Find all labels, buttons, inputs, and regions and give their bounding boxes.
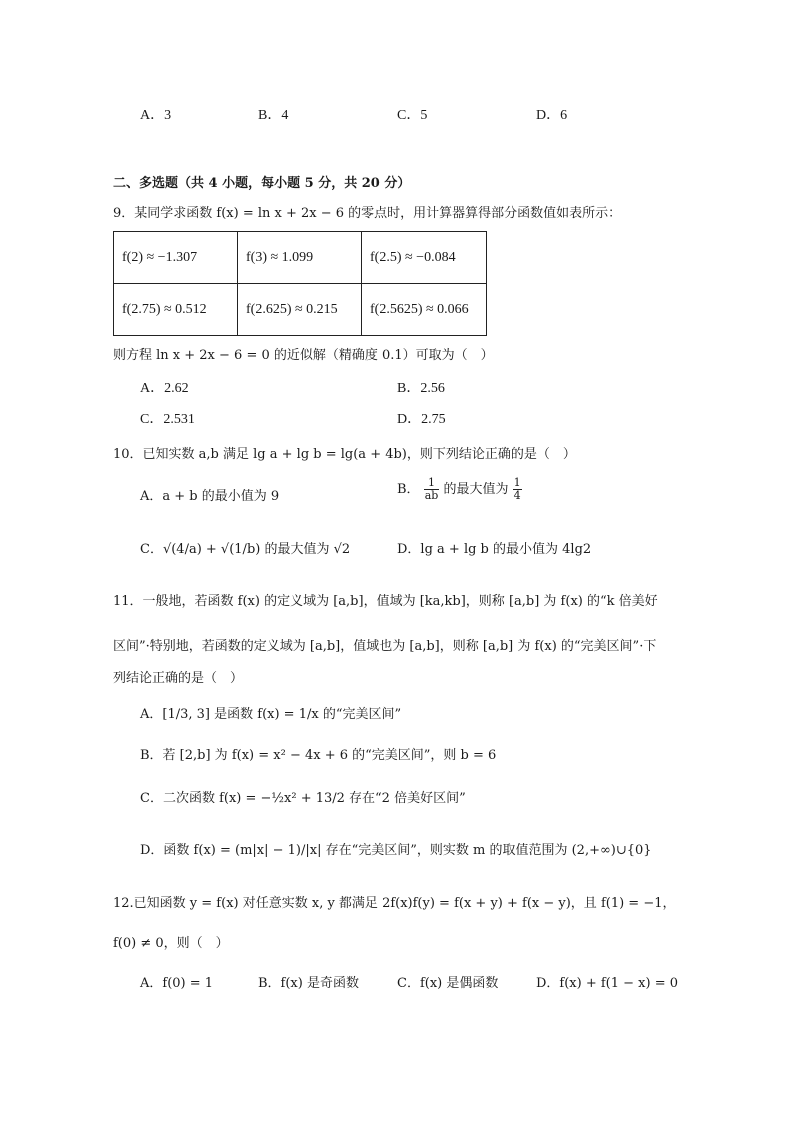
q11-line-2: 区间”·特别地，若函数的定义域为 [a,b]，值域也为 [a,b]，则称 [a,b] 为 f(x) 的“完美区间”·下 xyxy=(113,639,657,654)
option-text: 的最大值为 xyxy=(443,482,509,497)
q12-line-1: 12.已知函数 y = f(x) 对任意实数 x, y 都满足 2f(x)f(y) = f(x + y) + f(x − y)，且 f(1) = −1， xyxy=(113,896,676,911)
section-title: 二、多选题（共 4 小题，每小题 5 分，共 20 分） xyxy=(113,176,411,191)
numerator: 1 xyxy=(424,477,440,490)
q10-option-d: D．lg a + lg b 的最小值为 4lg2 xyxy=(397,542,592,557)
table-row xyxy=(114,232,487,284)
table-row xyxy=(114,284,487,336)
q9-option-a: A．2.62 xyxy=(140,381,189,396)
q11-line-3: 列结论正确的是（ ） xyxy=(113,671,244,686)
q10-option-a: A．a + b 的最小值为 9 xyxy=(140,489,280,504)
q12-option-a: A．f(0) = 1 xyxy=(140,976,214,991)
option-label: B． xyxy=(397,482,420,497)
q10-option-c: C．√(4/a) + √(1/b) 的最大值为 √2 xyxy=(140,542,351,557)
q9-option-b: B．2.56 xyxy=(397,381,445,396)
table-cell: f(2.625) ≈ 0.215 xyxy=(238,284,362,336)
q9-question: 则方程 ln x + 2x − 6 = 0 的近似解（精确度 0.1）可取为（ ） xyxy=(113,348,494,363)
q8-option-a: A．3 xyxy=(140,108,172,123)
q12-option-d: D．f(x) + f(1 − x) = 0 xyxy=(536,976,679,991)
q9-stem: 9．某同学求函数 f(x) = ln x + 2x − 6 的零点时，用计算器算得部分函数值如表所示： xyxy=(113,206,622,221)
table-cell: f(2.5625) ≈ 0.066 xyxy=(362,284,487,336)
q11-option-a: A．[1/3, 3] 是函数 f(x) = 1/x 的“完美区间” xyxy=(140,707,402,722)
q9-option-d: D．2.75 xyxy=(397,412,446,427)
q10-stem: 10．已知实数 a,b 满足 lg a + lg b = lg(a + 4b)，则下列结论正确的是（ ） xyxy=(113,447,576,462)
q12-option-b: B．f(x) 是奇函数 xyxy=(258,976,359,991)
q11-line-1: 11．一般地，若函数 f(x) 的定义域为 [a,b]，值域为 [ka,kb]，则称 [a,b] 为 f(x) 的“k 倍美好 xyxy=(113,594,658,609)
q9-option-c: C．2.531 xyxy=(140,412,195,427)
q11-option-d: D．函数 f(x) = (m|x| − 1)/|x| 存在“完美区间”，则实数 m 的取值范围为 (2,+∞)∪{0} xyxy=(140,843,652,858)
table-cell: f(2.5) ≈ −0.084 xyxy=(362,232,487,284)
fraction xyxy=(424,477,440,502)
q8-option-c: C．5 xyxy=(397,108,428,123)
q12-line-2: f(0) ≠ 0，则（ ） xyxy=(113,936,229,951)
fraction xyxy=(513,477,522,502)
table-cell: f(2.75) ≈ 0.512 xyxy=(114,284,238,336)
q8-option-b: B．4 xyxy=(258,108,289,123)
q8-option-d: D．6 xyxy=(536,108,568,123)
q11-option-c: C．二次函数 f(x) = −½x² + 13/2 存在“2 倍美好区间” xyxy=(140,791,466,806)
numerator: 1 xyxy=(513,476,521,489)
denominator: 4 xyxy=(513,489,521,502)
table-cell: f(2) ≈ −1.307 xyxy=(114,232,238,284)
table-cell: f(3) ≈ 1.099 xyxy=(238,232,362,284)
denominator: ab xyxy=(424,489,439,502)
q11-option-b: B．若 [2,b] 为 f(x) = x² − 4x + 6 的“完美区间”，则 b = 6 xyxy=(140,748,497,763)
q10-option-b xyxy=(397,477,522,502)
q12-option-c: C．f(x) 是偶函数 xyxy=(397,976,499,991)
function-value-table xyxy=(113,231,487,336)
